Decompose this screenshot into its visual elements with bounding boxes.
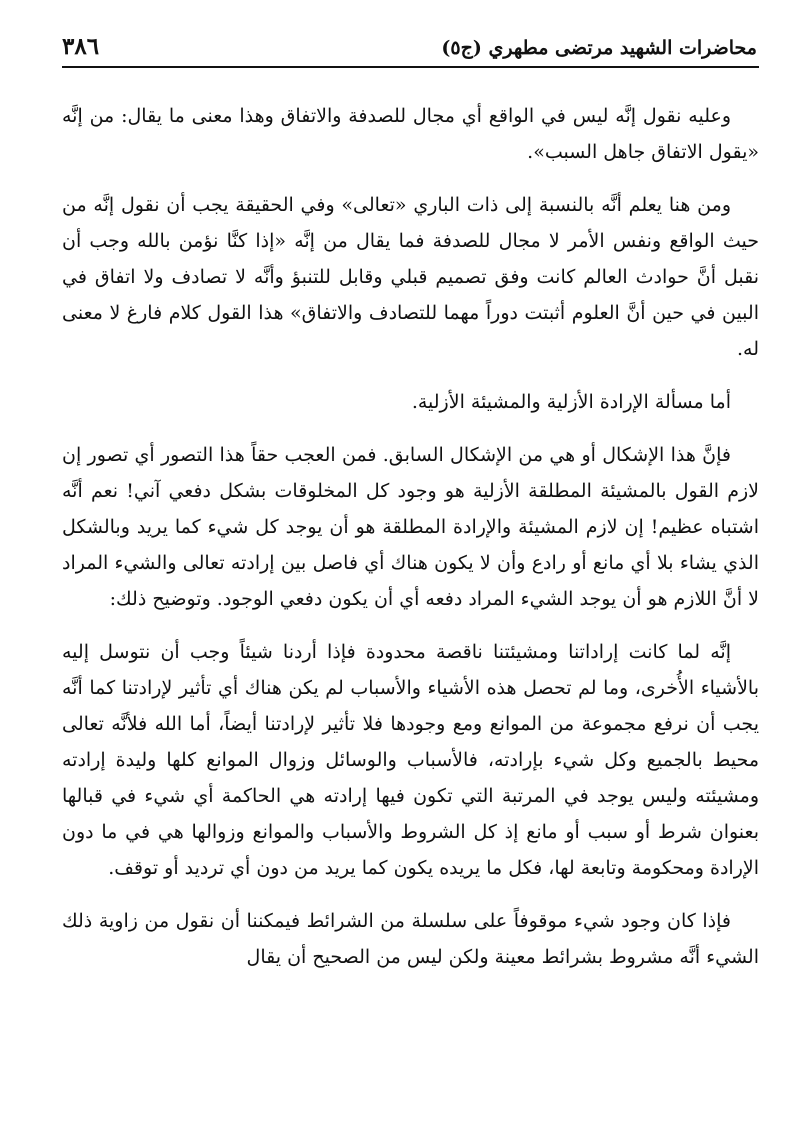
page-number: ٣٨٦ xyxy=(62,33,100,60)
book-page xyxy=(62,26,759,992)
header-rule xyxy=(62,66,759,68)
paragraph: ومن هنا يعلم أنَّه بالنسبة إلى ذات الباري «تعالى» وفي الحقيقة يجب أن نقول إنَّه من حيث الواقع ونفس الأمر لا مجال للصدفة فما يقال من إنَّه «إذا كنَّا نؤمن بالله وجب أن نقبل أنَّ حوادث العالم كانت وفق تصميم قبلي وقابل للتنبؤ وأنَّه لا تصادف ولا اتفاق في البين في حين أنَّ العلوم أثبتت دوراً مهما للتصادف والاتفاق» هذا القول كلام فارغ لا معنى له. xyxy=(62,194,759,360)
paragraph: أما مسألة الإرادة الأزلية والمشيئة الأزلية. xyxy=(411,391,731,413)
page-header xyxy=(62,26,759,58)
paragraph: إنَّه لما كانت إراداتنا ومشيئتنا ناقصة محدودة فإذا أردنا شيئاً وجب أن نتوسل إليه بالأشياء الأُخرى، وما لم تحصل هذه الأشياء والأسباب لم يكن هناك أي تأثير لإرادتنا كما أنَّه يجب أن نرفع مجموعة من الموانع ومع وجودها فلا تأثير لإرادتنا أيضاً، أما الله فلأنَّه تعالى محيط بالجميع وكل شيء بإرادته، فالأسباب والوسائل وزوال الموانع كلها وليدة إرادته ومشيئته وليس يوجد في المرتبة التي تكون فيها إرادته هي الحاكمة أي شيء في قبالها بعنوان شرط أو سبب أو مانع إذ كل الشروط والأسباب والموانع وزوالها هي في ما دون الإرادة ومحكومة وتابعة لها، فكل ما يريده يكون كما يريد من دون أي ترديد أو توقف. xyxy=(62,641,759,879)
paragraph: وعليه نقول إنَّه ليس في الواقع أي مجال للصدفة والاتفاق وهذا معنى ما يقال: من إنَّه «يقول الاتفاق جاهل السبب». xyxy=(62,105,759,163)
running-title: محاضرات الشهيد مرتضى مطهري (ج٥) xyxy=(441,37,757,59)
paragraph: فإنَّ هذا الإشكال أو هي من الإشكال السابق. فمن العجب حقاً هذا التصور أي تصور إن لازم القول بالمشيئة المطلقة الأزلية هو وجود كل المخلوقات بشكل دفعي آني! نعم أنَّه اشتباه عظيم! إن لازم المشيئة والإرادة المطلقة هو أن يوجد كل شيء كما يريد وبالشكل الذي يشاء بلا أي مانع أو رادع وأن لا يكون هناك أي فاصل بين إرادته تعالى والشيء المراد لا أنَّ اللازم هو أن يوجد الشيء المراد دفعه أي أن يكون دفعي الوجود. وتوضيح ذلك: xyxy=(62,444,759,610)
body-text xyxy=(62,98,759,975)
paragraph: فإذا كان وجود شيء موقوفاً على سلسلة من الشرائط فيمكننا أن نقول من زاوية ذلك الشيء أنَّه مشروط بشرائط معينة ولكن ليس من الصحيح أن يقال xyxy=(62,910,759,968)
